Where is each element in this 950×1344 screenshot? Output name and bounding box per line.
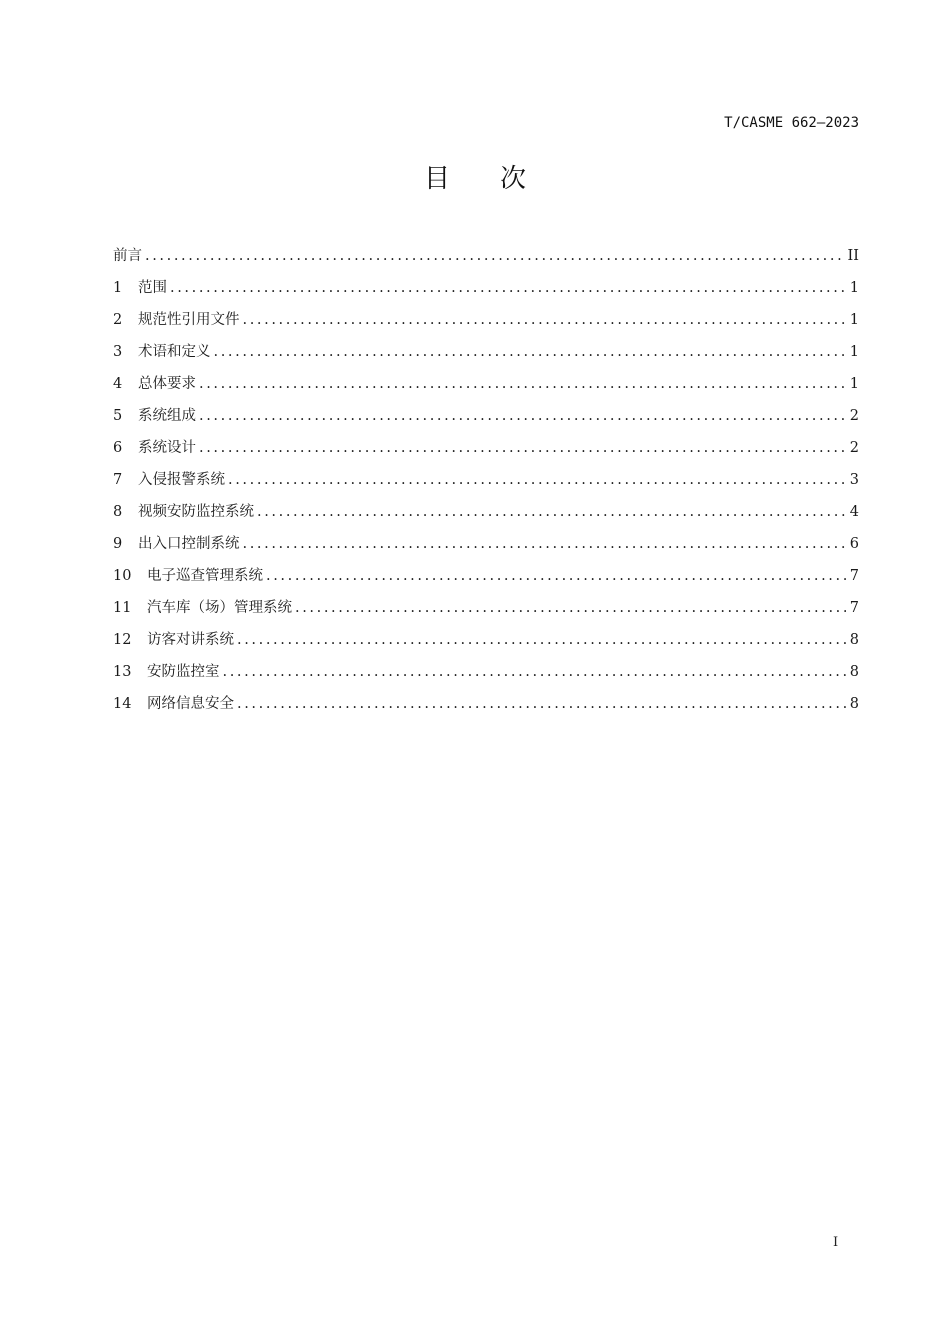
toc-entry-13[interactable] <box>113 656 859 688</box>
toc-entry-number: 6 <box>113 440 123 456</box>
toc-leader-dots <box>237 624 846 656</box>
toc-entry-foreword[interactable] <box>113 240 859 272</box>
toc-leader-dots <box>214 336 846 368</box>
toc-entry-number: 8 <box>113 504 123 520</box>
toc-leader-dots <box>295 592 846 624</box>
toc-leader-dots <box>228 464 846 496</box>
toc-entry-label: 范围 <box>138 280 167 296</box>
toc-entry-1[interactable] <box>113 272 859 304</box>
toc-leader-dots <box>223 656 846 688</box>
toc-entry-label: 出入口控制系统 <box>138 536 240 552</box>
toc-entry-label: 前言 <box>113 248 142 264</box>
toc-entry-label: 视频安防监控系统 <box>138 504 254 520</box>
toc-entry-label: 访客对讲系统 <box>147 632 234 648</box>
toc-entry-6[interactable] <box>113 432 859 464</box>
toc-entry-page: 7 <box>849 568 859 584</box>
toc-entry-number: 10 <box>113 568 132 584</box>
toc-entry-number: 14 <box>113 696 132 712</box>
toc-entry-label: 规范性引用文件 <box>138 312 240 328</box>
toc-entry-page: 1 <box>849 312 859 328</box>
toc-entry-number: 9 <box>113 536 123 552</box>
toc-entry-page: 3 <box>849 472 859 488</box>
toc-leader-dots <box>243 528 846 560</box>
toc-entry-page: 8 <box>849 632 859 648</box>
toc-leader-dots <box>170 272 846 304</box>
toc-entry-number: 3 <box>113 344 123 360</box>
toc-entry-page: 4 <box>849 504 859 520</box>
toc-leader-dots <box>199 368 846 400</box>
page-number: I <box>833 1235 839 1250</box>
toc-entry-3[interactable] <box>113 336 859 368</box>
toc-entry-page: 8 <box>849 664 859 680</box>
toc-entry-12[interactable] <box>113 624 859 656</box>
toc-entry-number: 13 <box>113 664 132 680</box>
toc-entry-10[interactable] <box>113 560 859 592</box>
toc-entry-page: 1 <box>849 344 859 360</box>
toc-entry-2[interactable] <box>113 304 859 336</box>
toc-entry-label: 安防监控室 <box>147 664 220 680</box>
toc-entry-label: 系统设计 <box>138 440 196 456</box>
toc-leader-dots <box>266 560 846 592</box>
toc-entry-number: 4 <box>113 376 123 392</box>
toc-entry-14[interactable] <box>113 688 859 720</box>
toc-entry-9[interactable] <box>113 528 859 560</box>
toc-leader-dots <box>237 688 846 720</box>
table-of-contents <box>113 240 859 720</box>
toc-entry-label: 网络信息安全 <box>147 696 234 712</box>
toc-entry-page: 7 <box>849 600 859 616</box>
toc-entry-page: 1 <box>849 280 859 296</box>
toc-entry-number: 12 <box>113 632 132 648</box>
toc-entry-page: 2 <box>849 408 859 424</box>
document-code: T/CASME 662—2023 <box>724 115 859 131</box>
toc-leader-dots <box>199 432 846 464</box>
toc-entry-number: 1 <box>113 280 123 296</box>
toc-entry-label: 电子巡查管理系统 <box>147 568 263 584</box>
toc-entry-page: 8 <box>849 696 859 712</box>
toc-entry-number: 11 <box>113 600 132 616</box>
toc-entry-7[interactable] <box>113 464 859 496</box>
toc-entry-number: 5 <box>113 408 123 424</box>
toc-entry-page: 2 <box>849 440 859 456</box>
toc-entry-label: 入侵报警系统 <box>138 472 225 488</box>
toc-entry-5[interactable] <box>113 400 859 432</box>
toc-entry-page: II <box>847 248 859 264</box>
toc-leader-dots <box>199 400 846 432</box>
toc-entry-8[interactable] <box>113 496 859 528</box>
toc-entry-number: 2 <box>113 312 123 328</box>
toc-entry-number: 7 <box>113 472 123 488</box>
toc-entry-label: 总体要求 <box>138 376 196 392</box>
toc-entry-page: 6 <box>849 536 859 552</box>
toc-entry-page: 1 <box>849 376 859 392</box>
toc-leader-dots <box>257 496 846 528</box>
toc-leader-dots <box>243 304 846 336</box>
toc-entry-4[interactable] <box>113 368 859 400</box>
toc-entry-label: 汽车库（场）管理系统 <box>147 600 292 616</box>
toc-entry-label: 系统组成 <box>138 408 196 424</box>
toc-entry-label: 术语和定义 <box>138 344 211 360</box>
toc-entry-11[interactable] <box>113 592 859 624</box>
toc-leader-dots <box>145 240 844 272</box>
page-title: 目次 <box>423 164 576 194</box>
